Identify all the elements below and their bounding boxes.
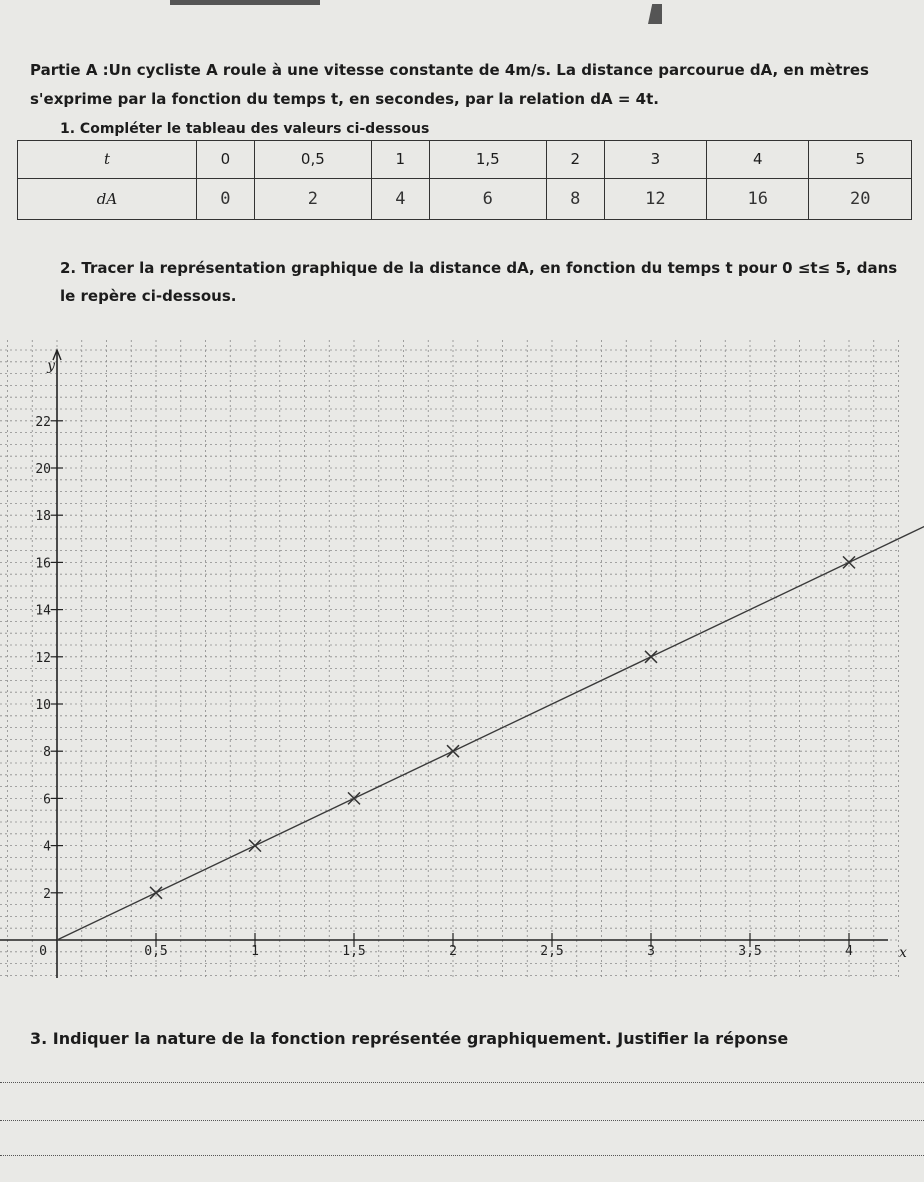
plot-series xyxy=(57,462,924,940)
answer-line-3[interactable] xyxy=(0,1155,924,1156)
table-row-t xyxy=(18,141,912,179)
graph-area[interactable] xyxy=(0,340,924,980)
y-tick-label: 12 xyxy=(35,650,51,666)
x-tick-label: 0 xyxy=(39,944,47,959)
data-point-marker xyxy=(348,792,360,804)
x-tick-label: 3,5 xyxy=(738,944,762,959)
t-value-cell: 3 xyxy=(604,141,706,179)
d-header: dA xyxy=(18,178,197,219)
y-tick-label: 4 xyxy=(43,839,51,855)
d-answer-cell[interactable]: 12 xyxy=(604,178,706,219)
y-tick-label: 18 xyxy=(35,509,51,525)
intro-line-1: Partie A :Un cycliste A roule à une vitesse constante de 4m/s. La distance parcourue dA, en mètres xyxy=(30,61,869,79)
t-header: t xyxy=(18,141,197,179)
values-table xyxy=(17,140,912,220)
exercise-intro xyxy=(30,56,910,114)
t-value-cell: 1 xyxy=(371,141,429,179)
answer-line-2[interactable] xyxy=(0,1120,924,1121)
top-decoration-bar xyxy=(170,0,320,5)
y-tick-label: 2 xyxy=(43,886,51,902)
table-row-d xyxy=(18,178,912,219)
d-answer-cell[interactable]: 8 xyxy=(546,178,604,219)
y-tick-label: 6 xyxy=(43,792,51,808)
y-tick-label: 10 xyxy=(35,698,51,713)
t-value-cell: 1,5 xyxy=(429,141,546,179)
y-axis-label: y xyxy=(47,358,55,374)
t-value-cell: 2 xyxy=(546,141,604,179)
t-value-cell: 0 xyxy=(197,141,255,179)
x-tick-label: 4 xyxy=(845,944,853,959)
x-tick-label: 1 xyxy=(251,944,259,959)
x-tick-label: 2,5 xyxy=(540,944,564,959)
question-2 xyxy=(60,254,910,310)
d-answer-cell[interactable]: 20 xyxy=(809,178,912,219)
x-axis-label: x xyxy=(899,945,907,961)
x-tick-label: 2 xyxy=(449,944,457,959)
x-tick-label: 0,5 xyxy=(144,944,168,959)
t-value-cell: 0,5 xyxy=(254,141,371,179)
ticks xyxy=(35,415,924,959)
question-1: 1. Compléter le tableau des valeurs ci-dessous xyxy=(60,121,430,137)
question-3: 3. Indiquer la nature de la fonction représentée graphiquement. Justifier la réponse xyxy=(30,1029,789,1048)
y-tick-label: 8 xyxy=(43,745,51,761)
y-tick-label: 22 xyxy=(35,414,51,430)
question-2-line-2: le repère ci-dessous. xyxy=(60,287,237,305)
d-answer-cell[interactable]: 16 xyxy=(707,178,809,219)
d-answer-cell[interactable]: 0 xyxy=(197,178,255,219)
y-tick-label: 14 xyxy=(35,603,51,619)
top-decoration-wedge xyxy=(648,4,662,24)
d-answer-cell[interactable]: 2 xyxy=(254,178,371,219)
y-tick-label: 20 xyxy=(35,462,51,477)
grid xyxy=(0,340,900,980)
intro-line-2: s'exprime par la fonction du temps t, en secondes, par la relation dA = 4t. xyxy=(30,90,659,108)
question-2-line-1: 2. Tracer la représentation graphique de la distance dA, en fonction du temps t pour 0 ≤t≤ 5, dans xyxy=(60,259,898,277)
t-value-cell: 5 xyxy=(809,141,912,179)
d-answer-cell[interactable]: 6 xyxy=(429,178,546,219)
answer-line-1[interactable] xyxy=(0,1082,924,1083)
d-answer-cell[interactable]: 4 xyxy=(371,178,429,219)
y-tick-label: 16 xyxy=(35,556,51,572)
t-value-cell: 4 xyxy=(707,141,809,179)
x-tick-label: 1,5 xyxy=(342,944,366,959)
x-tick-label: 3 xyxy=(647,944,655,959)
